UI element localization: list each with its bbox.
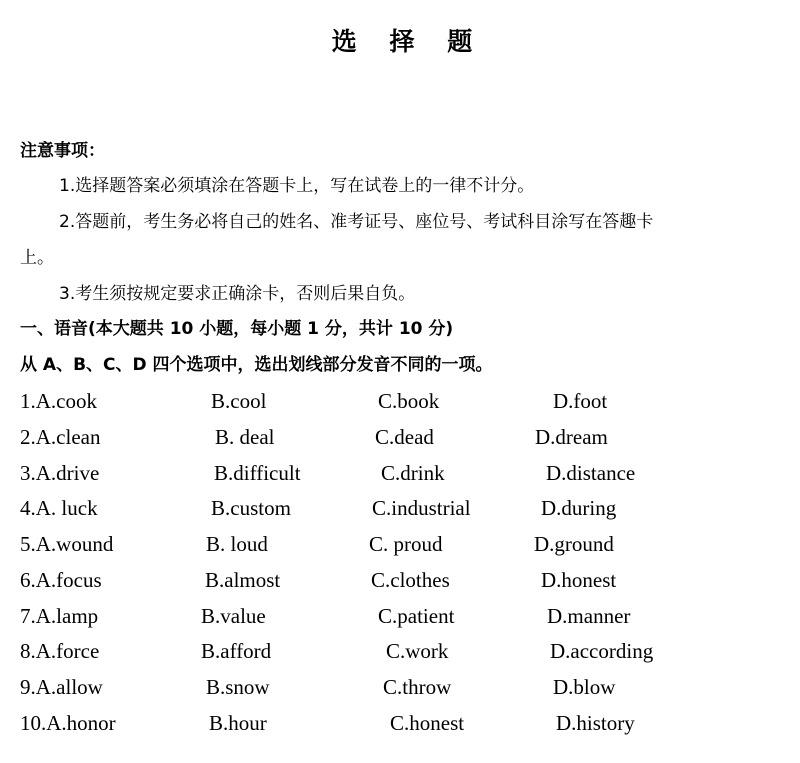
option-c: C.drink (381, 461, 445, 485)
option-c: C.work (386, 639, 449, 663)
option-b: B.custom (211, 496, 291, 520)
option-d: D.manner (547, 604, 631, 628)
option-c: C.patient (378, 604, 455, 628)
option-a: 4.A. luck (20, 496, 98, 520)
option-b: B.value (201, 604, 266, 628)
notice-heading: 注意事项： (20, 141, 105, 161)
option-d: D.blow (553, 675, 616, 699)
option-c: C.dead (375, 425, 434, 449)
question-row (20, 710, 780, 736)
option-b: B.almost (205, 568, 281, 592)
option-d: D.during (541, 496, 617, 520)
notice-item-3: 3.考生须按规定要求正确涂卡，否则后果自负。 (59, 284, 416, 304)
option-a: 8.A.force (20, 639, 100, 663)
option-b: B.cool (211, 389, 267, 413)
question-row (20, 638, 780, 664)
option-c: C.book (378, 389, 440, 413)
option-d: D.distance (546, 461, 636, 485)
option-b: B.difficult (214, 461, 301, 485)
option-a: 10.A.honor (20, 711, 116, 735)
option-a: 5.A.wound (20, 532, 114, 556)
option-c: C.honest (390, 711, 465, 735)
option-d: D.according (550, 639, 654, 663)
option-b: B.afford (201, 639, 272, 663)
option-c: C.throw (383, 675, 452, 699)
option-d: D.history (556, 711, 635, 735)
section-heading: 一、语音(本大题共 10 小题，每小题 1 分，共计 10 分) (20, 319, 454, 339)
question-row (20, 388, 780, 414)
question-row (20, 674, 780, 700)
option-a: 2.A.clean (20, 425, 101, 449)
option-b: B.snow (206, 675, 270, 699)
question-row (20, 567, 780, 593)
option-d: D.dream (535, 425, 608, 449)
option-a: 9.A.allow (20, 675, 103, 699)
notice-item-2: 2.答题前，考生务必将自己的姓名、准考证号、座位号、考试科目涂写在答趣卡 (59, 212, 654, 232)
option-a: 7.A.lamp (20, 604, 99, 628)
question-row (20, 424, 780, 450)
option-d: D.honest (541, 568, 617, 592)
page-title: 选 择 题 (331, 27, 485, 56)
option-b: B.hour (209, 711, 267, 735)
option-d: D.ground (534, 532, 614, 556)
notice-item-2-continuation: 上。 (20, 248, 54, 268)
question-row (20, 531, 780, 557)
section-instruction: 从 A、B、C、D 四个选项中，选出划线部分发音不同的一项。 (20, 355, 493, 375)
question-row (20, 603, 780, 629)
notice-item-1: 1.选择题答案必须填涂在答题卡上，写在试卷上的一律不计分。 (59, 176, 535, 196)
option-c: C.clothes (371, 568, 450, 592)
option-a: 3.A.drive (20, 461, 100, 485)
option-a: 6.A.focus (20, 568, 102, 592)
option-b: B. deal (215, 425, 275, 449)
option-d: D.foot (553, 389, 608, 413)
option-c: C. proud (369, 532, 443, 556)
question-row (20, 460, 780, 486)
option-a: 1.A.cook (20, 389, 97, 413)
option-c: C.industrial (372, 496, 471, 520)
question-row (20, 495, 780, 521)
option-b: B. loud (206, 532, 268, 556)
